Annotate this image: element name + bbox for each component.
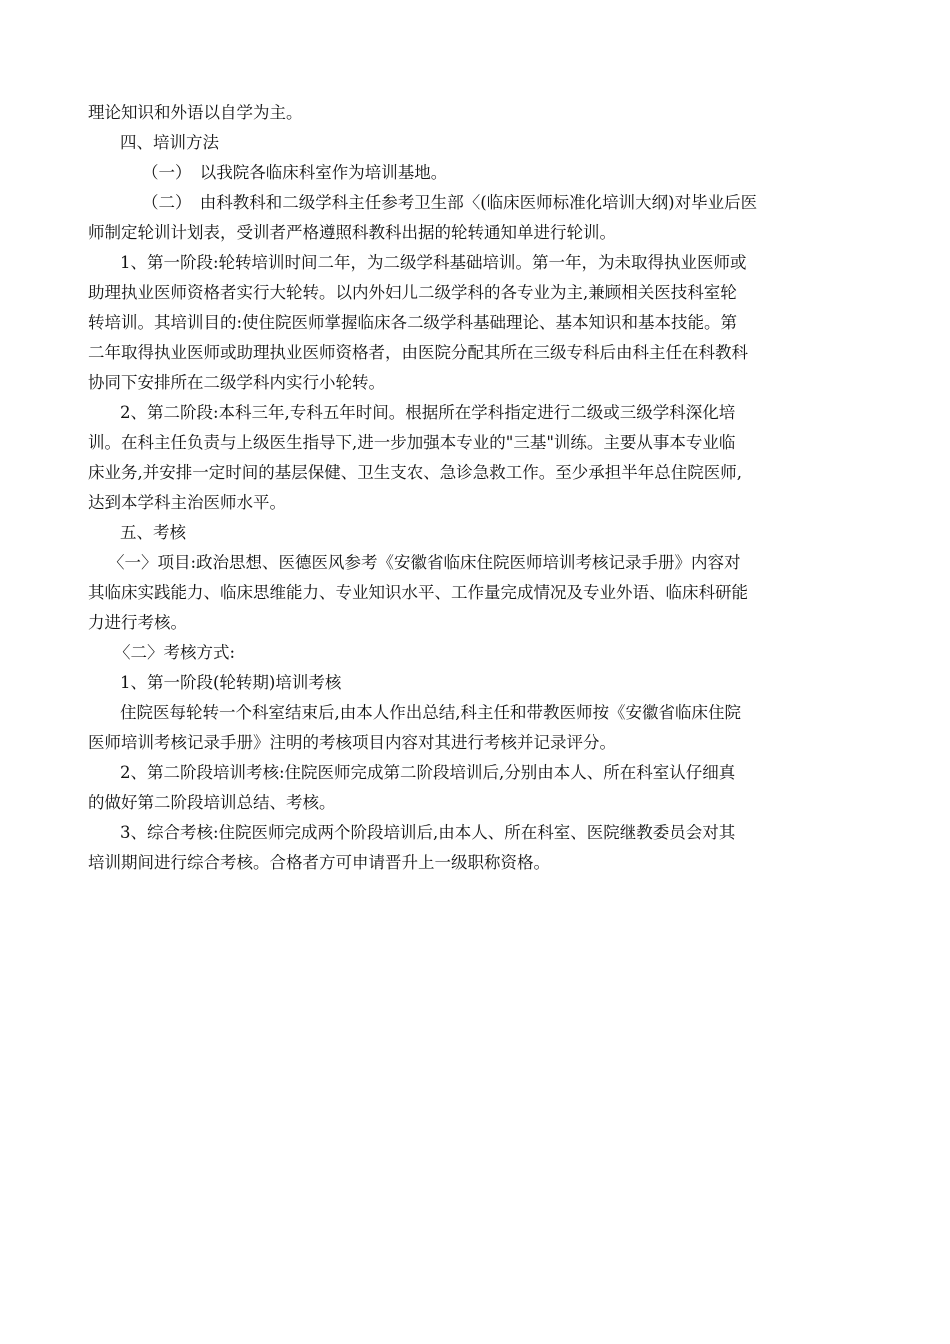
text-line: 二年取得执业医师或助理执业医师资格者，由医院分配其所在三级专科后由科主任在科教科 xyxy=(88,343,748,362)
text-line: （一） 以我院各临床科室作为培训基地。 xyxy=(142,163,448,182)
text-line: 力进行考核。 xyxy=(88,613,187,632)
text-line: 协同下安排所在二级学科内实行小轮转。 xyxy=(88,373,385,392)
text-line: 医师培训考核记录手册》注明的考核项目内容对其进行考核并记录评分。 xyxy=(88,733,616,752)
text-line: 师制定轮训计划表，受训者严格遵照科教科出据的轮转通知单进行轮训。 xyxy=(88,223,616,242)
text-line: 3、综合考核:住院医师完成两个阶段培训后,由本人、所在科室、医院继教委员会对其 xyxy=(120,823,736,842)
text-line: 转培训。其培训目的:使住院医师掌握临床各二级学科基础理论、基本知识和基本技能。第 xyxy=(88,313,738,332)
text-line: 2、第二阶段培训考核:住院医师完成第二阶段培训后,分别由本人、所在科室认仔细真 xyxy=(120,763,736,782)
text-line: 〈二〉考核方式: xyxy=(114,643,236,662)
text-line: 其临床实践能力、临床思维能力、专业知识水平、工作量完成情况及专业外语、临床科研能 xyxy=(88,583,748,602)
text-line: 训。在科主任负责与上级医生指导下,进一步加强本专业的"三基"训练。主要从事本专业临 xyxy=(88,433,736,452)
section-heading: 四、培训方法 xyxy=(120,133,219,152)
text-line: 住院医每轮转一个科室结束后,由本人作出总结,科主任和带教医师按《安徽省临床住院 xyxy=(120,703,741,722)
text-line: 达到本学科主治医师水平。 xyxy=(88,493,286,512)
text-line: 的做好第二阶段培训总结、考核。 xyxy=(88,793,336,812)
text-line: 助理执业医师资格者实行大轮转。以内外妇儿二级学科的各专业为主,兼顾相关医技科室轮 xyxy=(88,283,737,302)
document-body xyxy=(88,98,860,878)
text-line: 培训期间进行综合考核。合格者方可申请晋升上一级职称资格。 xyxy=(88,853,550,872)
text-line: 〈一〉项目:政治思想、医德医风参考《安徽省临床住院医师培训考核记录手册》内容对 xyxy=(108,553,741,572)
text-line: 1、第一阶段(轮转期)培训考核 xyxy=(120,673,342,692)
section-heading: 五、考核 xyxy=(120,523,186,542)
text-line: 理论知识和外语以自学为主。 xyxy=(88,103,303,122)
text-line: （二） 由科教科和二级学科主任参考卫生部〈(临床医师标准化培训大纲)对毕业后医 xyxy=(142,193,758,212)
text-line: 1、第一阶段:轮转培训时间二年，为二级学科基础培训。第一年，为未取得执业医师或 xyxy=(120,253,747,272)
text-line: 2、第二阶段:本科三年,专科五年时间。根据所在学科指定进行二级或三级学科深化培 xyxy=(120,403,736,422)
text-line: 床业务,并安排一定时间的基层保健、卫生支农、急诊急救工作。至少承担半年总住院医师, xyxy=(88,463,742,482)
